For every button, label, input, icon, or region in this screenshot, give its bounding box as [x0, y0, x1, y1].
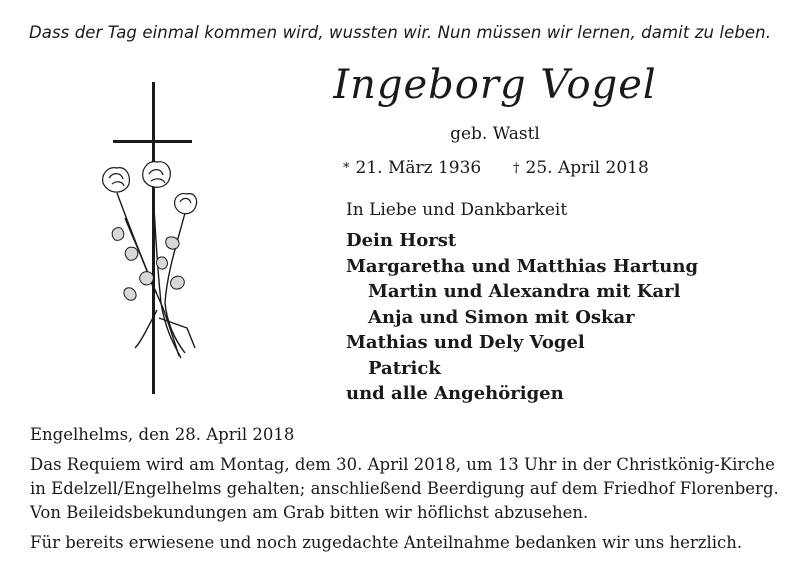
- list-item: Anja und Simon mit Oskar: [368, 306, 635, 328]
- thanks-text: Für bereits erwiesene und noch zugedachte Anteilnahme bedanken wir uns herzlich.: [30, 533, 743, 552]
- list-item: Patrick: [368, 357, 441, 379]
- list-item: und alle Angehörigen: [346, 383, 564, 404]
- motto: Dass der Tag einmal kommen wird, wussten wir. Nun müssen wir lernen, damit zu leben.: [28, 23, 772, 42]
- death-date: [513, 158, 649, 178]
- death-symbol: †: [513, 161, 520, 176]
- list-item: Mathias und Dely Vogel: [346, 332, 585, 353]
- requiem-line: Das Requiem wird am Montag, dem 30. April 2018, um 13 Uhr in der Christkönig-Kirche: [30, 455, 775, 474]
- requiem-line: Von Beileidsbekundungen am Grab bitten wir höflichst abzusehen.: [30, 503, 589, 522]
- list-item: Margaretha und Matthias Hartung: [346, 255, 699, 277]
- requiem-line: in Edelzell/Engelhelms gehalten; anschließend Beerdigung auf dem Friedhof Florenberg.: [30, 479, 779, 498]
- mourners-list: [346, 228, 698, 407]
- cross-roses-graphic: [95, 78, 225, 398]
- deceased-name: Ingeborg Vogel: [333, 62, 657, 108]
- cross-with-roses-illustration: [95, 78, 225, 398]
- intro-text: In Liebe und Dankbarkeit: [346, 200, 568, 220]
- death-date-text: 25. April 2018: [525, 158, 649, 178]
- maiden-name: geb. Wastl: [450, 124, 540, 144]
- birth-date: [343, 158, 481, 178]
- list-item: Martin und Alexandra mit Karl: [368, 281, 681, 302]
- birth-date-text: 21. März 1936: [355, 158, 482, 178]
- place-date: Engelhelms, den 28. April 2018: [30, 425, 295, 444]
- list-item: Dein Horst: [346, 230, 457, 251]
- birth-symbol: *: [343, 161, 350, 176]
